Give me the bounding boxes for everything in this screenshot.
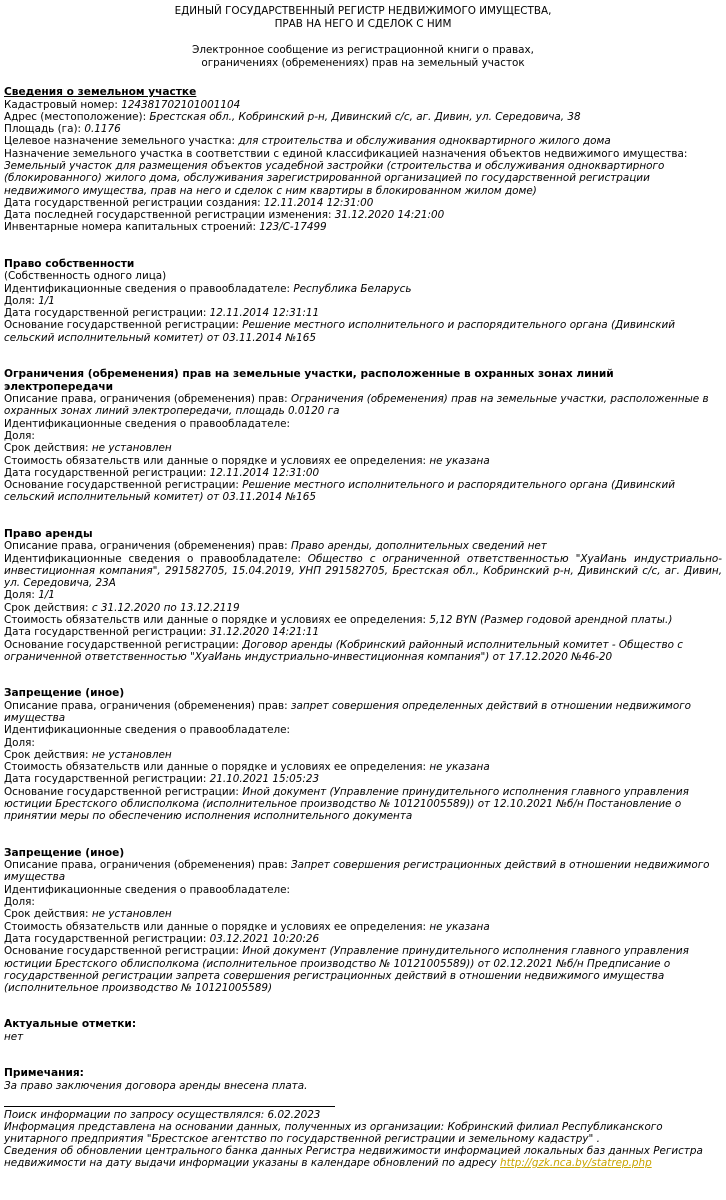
ban-2-cost-value: не указана [429, 920, 490, 933]
notes-title: Примечания: [4, 1067, 84, 1080]
restriction-term-value: не установлен [91, 442, 172, 455]
lease-date-row [4, 626, 722, 638]
restriction-basis-value: Решение местного исполнительного и распорядительного органа (Дивинский сельский исполнительный комитет) от 03.11.2014 №165 [4, 479, 676, 504]
lease-date-value: 31.12.2020 14:21:11 [209, 626, 320, 639]
classifier-value: Земельный участок для размещения объектов усадебной застройки (строительства и обслуживания одноквартирного (блокированного) жилого дома, обслуживания зарегистрированной организацией по государственной регистрации недвижимого имущества, прав на него и сделок с ним квартиры в блокированном жилом доме) [4, 159, 665, 197]
ban-1-basis-value: Иной документ (Управление принудительного исполнения главного управления юстиции Брестского облисполкома (исполнительное производство № 10121005589)) от 12.10.2021 №б/н Постановление о принятии меры по обеспечению исполнения исполнительного документа [4, 785, 689, 823]
search-date-line: Поиск информации по запросу осуществлялся: 6.02.2023 [4, 1109, 321, 1122]
ownership-share-label: Доля: [4, 294, 35, 307]
message-subtitle-line-2: ограничениях (обременениях) прав на земельный участок [201, 57, 525, 69]
ban-2-date-label: Дата государственной регистрации: [4, 932, 207, 945]
restriction-date-row [4, 467, 722, 479]
ownership-date-row [4, 307, 722, 319]
lease-basis-row [4, 639, 722, 664]
restriction-section [4, 368, 722, 504]
ownership-section [4, 258, 722, 344]
restriction-term-row [4, 442, 722, 454]
ban-2-term-value: не установлен [91, 908, 172, 921]
update-info-line [4, 1145, 722, 1169]
footer-divider [4, 1106, 335, 1107]
restriction-basis-label: Основание государственной регистрации: [4, 479, 239, 492]
lease-holder-value: Общество с ограниченной ответственностью "ХуаИань индустриально-инвестиционная компания", 291582705, 15.04.2019, УНП 291582705, Брестская обл., Кобринский р-н, Дивинский с/с, аг. Дивин, ул. Середовича, 23А [4, 552, 722, 590]
ban-1-basis-label: Основание государственной регистрации: [4, 785, 239, 798]
area-value: 0.1176 [84, 123, 121, 136]
ban-1-title: Запрещение (иное) [4, 687, 125, 700]
lease-share-value: 1/1 [38, 589, 55, 602]
ban-1-desc-label: Описание права, ограничения (обременения) прав: [4, 699, 288, 712]
cadastral-label: Кадастровый номер: [4, 98, 118, 111]
ownership-holder-label: Идентификационные сведения о правообладателе: [4, 282, 291, 295]
ban-1-term-row [4, 749, 722, 761]
restriction-share-label: Доля: [4, 429, 35, 442]
ban-2-basis-label: Основание государственной регистрации: [4, 945, 239, 958]
restriction-date-value: 12.11.2014 12:31:00 [209, 466, 320, 479]
ownership-holder-row [4, 283, 722, 295]
lease-section [4, 528, 722, 663]
update-info-text: Сведения об обновлении центрального банка данных Регистра недвижимости информацией локальных баз данных Регистра недвижимости на дату выдачи информации указаны в календаре обновлений по адресу [4, 1145, 703, 1170]
source-org-line: Информация представлена на основании данных, полученных из организации: Кобринский филиал Республиканского унитарного предприятия "Брестское агентство по государственной регистрации и земельному кадастру" . [4, 1121, 663, 1146]
registry-title-line-2: ПРАВ НА НЕГО И СДЕЛОК С НИМ [274, 18, 452, 30]
land-plot-section [4, 86, 722, 234]
changed-date-value: 31.12.2020 14:21:00 [334, 209, 445, 222]
ban-1-basis-row [4, 786, 722, 823]
created-date-value: 12.11.2014 12:31:00 [263, 196, 374, 209]
ban-1-desc-value: запрет совершения определенных действий в отношении недвижимого имущества [4, 699, 692, 724]
lease-cost-row [4, 614, 722, 626]
lease-term-label: Срок действия: [4, 601, 89, 614]
ownership-basis-value: Решение местного исполнительного и распорядительного органа (Дивинский сельский исполнительный комитет) от 03.11.2014 №165 [4, 319, 676, 344]
restriction-title: Ограничения (обременения) прав на земельные участки, расположенные в охранных зонах линий электропередачи [4, 368, 614, 393]
lease-basis-label: Основание государственной регистрации: [4, 638, 239, 651]
cadastral-value: 124381702101001104 [121, 98, 241, 111]
ownership-basis-row [4, 319, 722, 344]
restriction-date-label: Дата государственной регистрации: [4, 466, 207, 479]
restriction-cost-value: не указана [429, 454, 490, 467]
cadastral-number-row [4, 99, 722, 111]
lease-basis-value: Договор аренды (Кобринский районный исполнительный комитет - Общество с ограниченной ответственностью "ХуаИань индустриально-инвестиционная компания") от 17.12.2020 №46-20 [4, 638, 683, 663]
ban-2-term-row [4, 908, 722, 920]
ban-section-2 [4, 847, 722, 995]
ban-2-basis-row [4, 945, 722, 994]
ban-2-term-label: Срок действия: [4, 908, 89, 921]
restriction-desc-label: Описание права, ограничения (обременения) прав: [4, 393, 288, 406]
ban-1-term-value: не установлен [91, 748, 172, 761]
lease-term-row [4, 602, 722, 614]
ban-1-desc-row [4, 700, 722, 725]
purpose-label: Целевое назначение земельного участка: [4, 135, 236, 148]
inventory-label: Инвентарные номера капитальных строений: [4, 221, 256, 234]
lease-share-row [4, 589, 722, 601]
inventory-row [4, 221, 722, 233]
ban-2-title: Запрещение (иное) [4, 846, 125, 859]
area-label: Площадь (га): [4, 123, 82, 136]
actual-marks-title: Актуальные отметки: [4, 1018, 137, 1031]
ban-2-desc-value: Запрет совершения регистрационных действий в отношении недвижимого имущества [4, 859, 710, 884]
purpose-row [4, 135, 722, 147]
ownership-title: Право собственности [4, 257, 135, 270]
restriction-term-label: Срок действия: [4, 442, 89, 455]
document-footer [4, 1109, 722, 1169]
lease-desc-value: Право аренды, дополнительных сведений нет [290, 540, 547, 553]
ban-2-holder-label: Идентификационные сведения о правообладателе: [4, 883, 291, 896]
lease-title: Право аренды [4, 527, 93, 540]
land-plot-title: Сведения о земельном участке [4, 86, 197, 98]
inventory-value: 123/С-17499 [259, 221, 327, 234]
ban-2-desc-label: Описание права, ограничения (обременения) прав: [4, 859, 288, 872]
notes-section [4, 1067, 722, 1092]
ownership-date-value: 12.11.2014 12:31:11 [209, 307, 320, 320]
statrep-link[interactable]: http://gzk.nca.by/statrep.php [500, 1157, 652, 1170]
ownership-holder-value: Республика Беларусь [293, 282, 412, 295]
area-row [4, 123, 722, 135]
ban-1-date-label: Дата государственной регистрации: [4, 773, 207, 786]
ban-section-1 [4, 687, 722, 822]
ownership-basis-label: Основание государственной регистрации: [4, 319, 239, 332]
lease-desc-row [4, 540, 722, 552]
document-header [4, 5, 722, 70]
ownership-date-label: Дата государственной регистрации: [4, 307, 207, 320]
ban-1-holder-label: Идентификационные сведения о правообладателе: [4, 724, 291, 737]
restriction-holder-label: Идентификационные сведения о правообладателе: [4, 417, 291, 430]
ban-2-cost-label: Стоимость обязательств или данные о порядке и условиях ее определения: [4, 920, 427, 933]
ownership-share-row [4, 295, 722, 307]
ban-2-cost-row [4, 921, 722, 933]
notes-value: За право заключения договора аренды внесена плата. [4, 1079, 308, 1092]
actual-marks-value: нет [4, 1030, 24, 1043]
restriction-basis-row [4, 479, 722, 504]
classifier-label: Назначение земельного участка в соответствии с единой классификацией назначения объектов недвижимого имущества: [4, 147, 688, 160]
ban-2-desc-row [4, 859, 722, 884]
restriction-desc-value: Ограничения (обременения) прав на земельные участки, расположенные в охранных зонах линий электропередачи, площадь 0.0120 га [4, 393, 709, 418]
lease-desc-label: Описание права, ограничения (обременения) прав: [4, 540, 288, 553]
restriction-cost-row [4, 455, 722, 467]
lease-date-label: Дата государственной регистрации: [4, 626, 207, 639]
ban-2-date-row [4, 933, 722, 945]
ban-1-cost-value: не указана [429, 761, 490, 774]
lease-cost-value: 5,12 BYN (Размер годовой арендной платы.) [429, 614, 673, 626]
restriction-desc-row [4, 393, 722, 418]
created-date-row [4, 197, 722, 209]
registry-title-line-1: ЕДИНЫЙ ГОСУДАРСТВЕННЫЙ РЕГИСТР НЕДВИЖИМОГО ИМУЩЕСТВА, [174, 5, 552, 17]
message-subtitle-line-1: Электронное сообщение из регистрационной книги о правах, [192, 44, 534, 56]
ban-1-cost-row [4, 761, 722, 773]
lease-holder-label: Идентификационные сведения о правообладателе: [4, 552, 301, 565]
ban-2-share-label: Доля: [4, 896, 35, 909]
actual-marks-section [4, 1018, 722, 1043]
restriction-cost-label: Стоимость обязательств или данные о порядке и условиях ее определения: [4, 454, 427, 467]
ban-1-date-value: 21.10.2021 15:05:23 [209, 773, 320, 786]
ban-2-date-value: 03.12.2021 10:20:26 [209, 932, 320, 945]
ban-2-basis-value: Иной документ (Управление принудительного исполнения главного управления юстиции Брестского облисполкома (исполнительное производство № 10121005589)) от 02.12.2021 №б/н Предписание о государственной регистрации запрета совершения регистрационных действий в отношении недвижимого имущества (исполнительное производство № 10121005589) [4, 945, 689, 995]
created-date-label: Дата государственной регистрации создания: [4, 196, 261, 209]
lease-share-label: Доля: [4, 589, 35, 602]
lease-holder-row [4, 553, 722, 590]
lease-term-value: с 31.12.2020 по 13.12.2119 [91, 601, 240, 614]
changed-date-label: Дата последней государственной регистрации изменения: [4, 209, 332, 222]
address-value: Брестская обл., Кобринский р-н, Дивинский с/с, аг. Дивин, ул. Середовича, 38 [149, 110, 581, 123]
ownership-subtitle: (Собственность одного лица) [4, 270, 167, 283]
changed-date-row [4, 209, 722, 221]
ownership-share-value: 1/1 [38, 294, 55, 307]
ban-1-share-label: Доля: [4, 736, 35, 749]
address-row [4, 111, 722, 123]
lease-cost-label: Стоимость обязательств или данные о порядке и условиях ее определения: [4, 614, 427, 626]
ban-1-term-label: Срок действия: [4, 748, 89, 761]
ban-1-cost-label: Стоимость обязательств или данные о порядке и условиях ее определения: [4, 761, 427, 774]
ban-1-date-row [4, 773, 722, 785]
purpose-value: для строительства и обслуживания одноквартирного жилого дома [238, 135, 611, 148]
address-label: Адрес (местоположение): [4, 110, 147, 123]
